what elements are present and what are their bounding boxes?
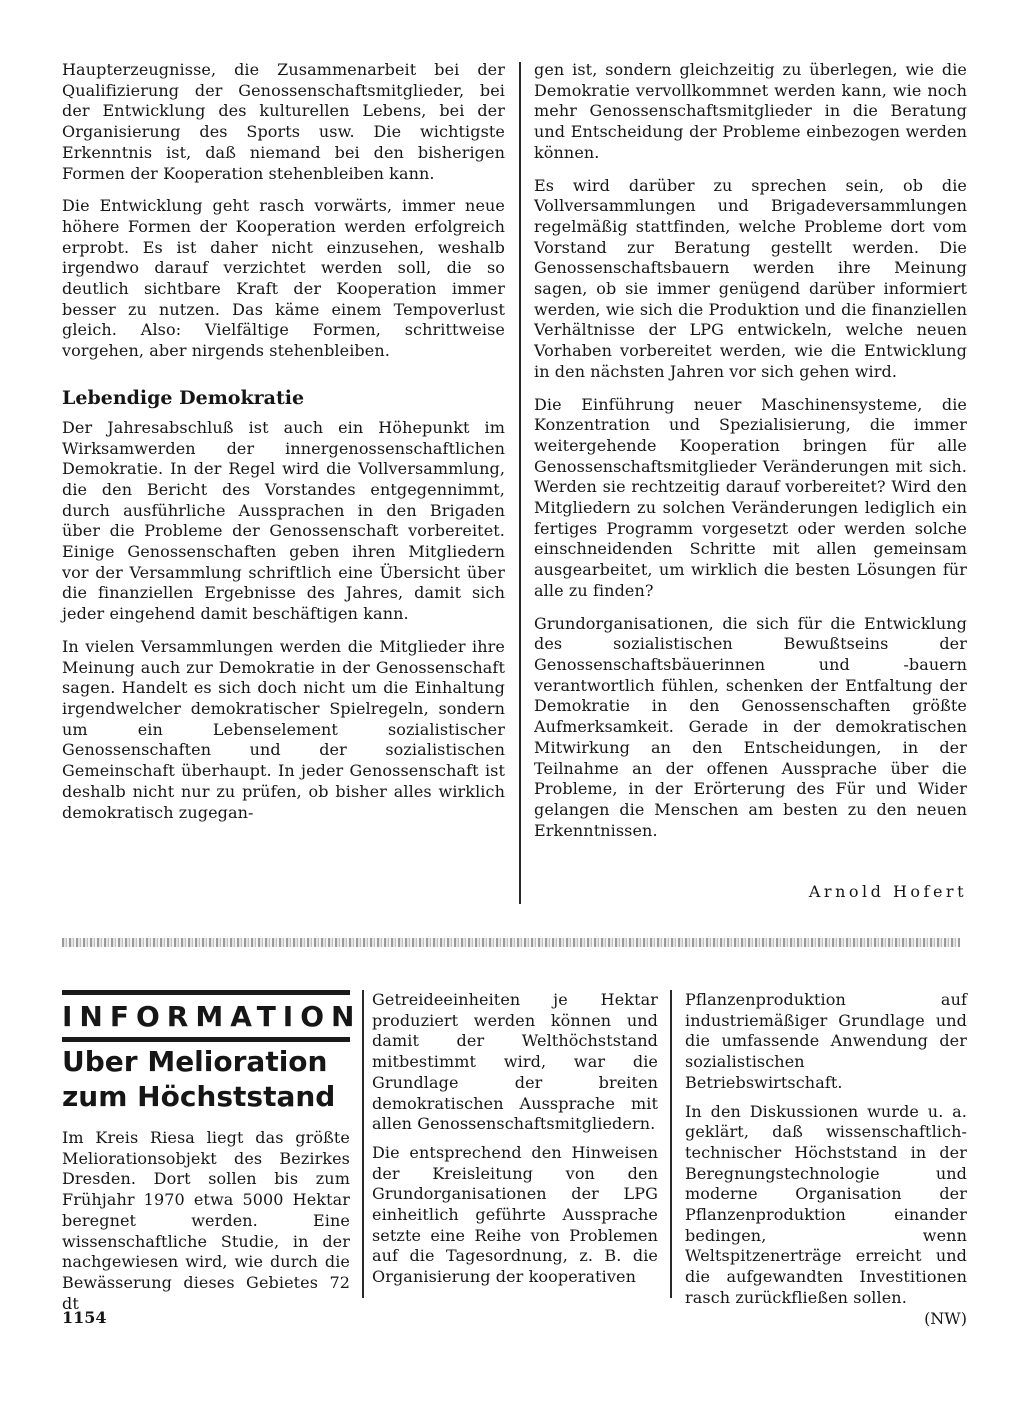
article-paragraph: Der Jahresabschluß ist auch ein Höhepunkt im Wirksamwerden der innergenossenschaftlichen Demokratie. In der Regel wird die Vollversammlung, die den Bericht des Vorstandes entgegennimmt, durch ausführliche Aussprachen in den Brigaden über die Probleme der Genossenschaft vorbereitet. Einige Genossenschaften geben ihren Mitgliedern vor der Versammlung schriftlich eine Übersicht über die finanziellen Ergebnisse des Jahres, damit sich jeder eingehend damit beschäftigen kann. xyxy=(62,417,505,624)
article-paragraph: Es wird darüber zu sprechen sein, ob die Vollversammlungen und Brigadeversammlungen regelmäßig stattfinden, welche Probleme dort vom Vorstand zur Beratung gestellt werden. Die Genossenschaftsbauern werden ihre Meinung sagen, ob sie immer genügend darüber informiert werden, wie sich die Produktion und die finanziellen Verhältnisse der LPG entwickeln, welche neuen Vorhaben vorbereitet werden, wie die Entwicklung in den nächsten Jahren vor sich gehen wird. xyxy=(534,175,967,381)
news-headline: Uber Melioration zum Höchststand xyxy=(62,1045,336,1113)
news-paragraph: Die entsprechend den Hinweisen der Kreisleitung von den Grundorganisationen der LPG einheitlich geführte Aussprache setzte eine Reihe von Problemen auf die Tagesordnung, z. B. die Organisierung der kooperativen xyxy=(372,1142,658,1287)
article-paragraph: Die Entwicklung geht rasch vorwärts, immer neue höhere Formen der Kooperation werden erfolgreich erprobt. Es ist daher nicht einzusehen, weshalb irgendwo darauf verzichtet werden soll, die so deutlich sichtbare Kraft der Kooperation immer besser zu nutzen. Das käme einem Tempoverlust gleich. Also: Vielfältige Formen, schrittweise vorgehen, aber nirgends stehenbleiben. xyxy=(62,196,505,361)
information-banner xyxy=(62,990,362,1042)
news-paragraph: Im Kreis Riesa liegt das größte Meliorationsobjekt des Bezirkes Dresden. Dort sollen bis zum Frühjahr 1970 etwa 5000 Hektar beregnet werden. Eine wissenschaftliche Studie, in der nachgewiesen wird, wie durch die Bewässerung dieses Gebietes 72 dt xyxy=(62,1128,350,1313)
column-divider xyxy=(519,62,521,904)
article-left-column xyxy=(62,60,505,823)
news-paragraph: In den Diskussionen wurde u. a. geklärt, daß wissenschaftlich-technischer Höchststand in der Beregnungstechnologie und moderne Organisation der Pflanzenproduktion einander bedingen, wenn Weltspitzenerträge erreicht und die aufgewandten Investitionen rasch zurückfließen sollen. xyxy=(685,1101,967,1307)
article-paragraph: gen ist, sondern gleichzeitig zu überlegen, wie die Demokratie vervollkommnet werden kann, wie noch mehr Genossenschaftsmitglieder in die Beratung und Entscheidung der Probleme einbezogen werden können. xyxy=(534,60,967,162)
article-paragraph: Die Einführung neuer Maschinensysteme, die Konzentration und Spezialisierung, die immer weitergehende Kooperation bringen für alle Genossenschaftsmitglieder Veränderungen mit sich. Werden sie rechtzeitig darauf vorbereitet? Wird den Mitgliedern zu solchen Veränderungen lediglich ein fertiges Programm vorgesetzt oder werden solche einschneidenden Schritte mit allen gemeinsam ausgearbeitet, um wirklich die besten Lösungen für alle zu finden? xyxy=(534,394,967,600)
article-right-column xyxy=(534,60,967,841)
article-paragraph: Haupterzeugnisse, die Zusammenarbeit bei der Qualifizierung der Genossenschaftsmitglieder, bei der Entwicklung des kulturellen Lebens, bei der Organisierung des Sports usw. Die wichtigste Erkenntnis ist, daß niemand bei den bisherigen Formen der Kooperation stehenbleiben kann. xyxy=(62,60,505,183)
column-divider xyxy=(670,990,672,1298)
information-column-3 xyxy=(685,990,967,1329)
information-column-1 xyxy=(62,1128,350,1314)
section-separator xyxy=(62,938,960,947)
column-divider xyxy=(362,990,364,1298)
page-number: 1154 xyxy=(62,1308,107,1327)
article-paragraph: In vielen Versammlungen werden die Mitglieder ihre Meinung auch zur Demokratie in der Genossenschaft sagen. Handelt es sich doch nicht um die Einhaltung irgendwelcher demokratischer Spielregeln, sondern um ein Lebenselement sozialistischer Genossenschaften und der sozialistischen Gemeinschaft überhaupt. In jeder Genossenschaft ist deshalb nicht nur zu prüfen, ob bisher alles wirklich demokratisch zugegan- xyxy=(62,636,505,822)
news-source: (NW) xyxy=(924,1308,967,1328)
news-paragraph: Getreideeinheiten je Hektar produziert werden können und damit der Welthöchststand mitbestimmt wird, war die Grundlage der breiten demokratischen Aussprache mit allen Genossenschaftsmitgliedern. xyxy=(372,990,658,1134)
information-column-2 xyxy=(372,990,658,1288)
article-paragraph: Grundorganisationen, die sich für die Entwicklung des sozialistischen Bewußtseins der Genossenschaftsbäuerinnen und -bauern verantwortlich fühlen, schenken der Entfaltung der Demokratie in den Genossenschaften größte Aufmerksamkeit. Gerade in der demokratischen Mitwirkung an den Entscheidungen, in der Teilnahme an der offenen Aussprache über die Probleme, in der Erörterung des Für und Wider gelangen die Menschen am besten zu den neuen Erkenntnissen. xyxy=(534,613,967,840)
news-paragraph: Pflanzenproduktion auf industriemäßiger Grundlage und die umfassende Anwendung der sozialistischen Betriebswirtschaft. xyxy=(685,990,967,1092)
author-signature: Arnold Hofert xyxy=(808,882,967,901)
section-heading: Lebendige Demokratie xyxy=(62,386,305,409)
information-banner-title: INFORMATION xyxy=(62,1000,362,1033)
